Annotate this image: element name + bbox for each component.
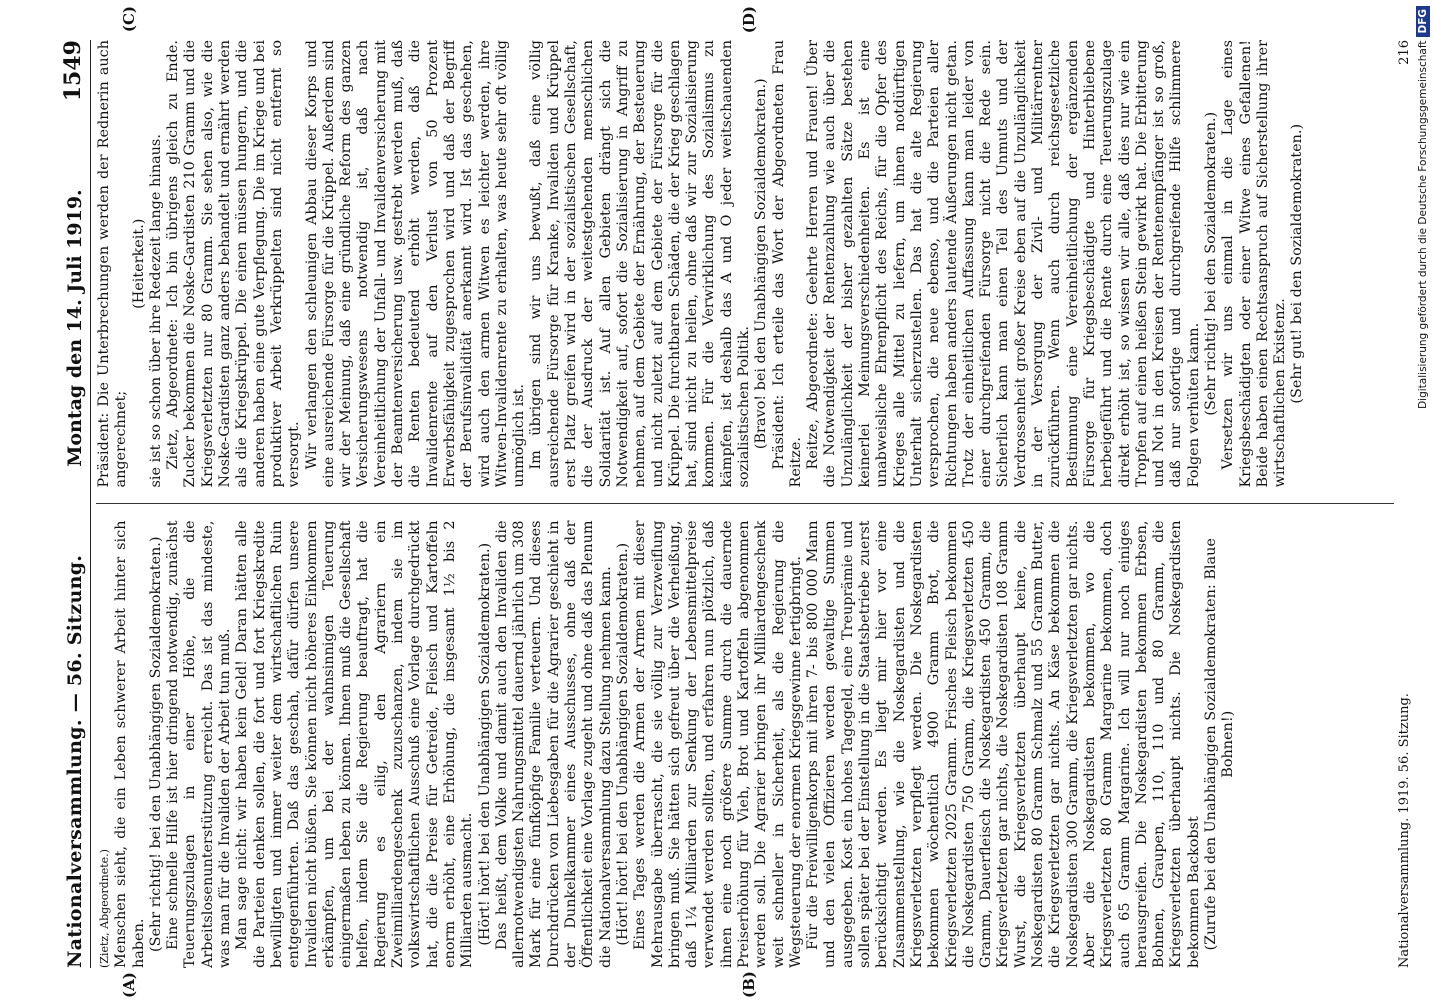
paragraph: Eines Tages werden die Armen der Armen mit dieser Mehrausgabe überrascht, die sie völlig zur Verzweiflung bringen muß. Sie hätten sich gefreut über die Verheißung, daß 1¼ Milliarden zur Senkung der Lebensmittelpreise verwendet werden sollten, und erfahren nun plötzlich, daß ihnen eine noch größere Summe durch die dauernde Preiserhöhung für Vieh, Brot und Kartoffeln abgenommen werden soll. Die Agrarier bringen ihr Milliardengeschenk weit schneller in Sicherheit, als die Regierung die Wegsteuerung der enormen Kriegsgewinne fertigbringt. (632, 520, 804, 968)
paragraph: Wir verlangen den schleunigen Abbau dieser Korps und eine ausreichende Fürsorge für die Krüppel. Außerdem sind wir der Meinung, daß eine gründliche Reform des ganzen Versicherungswesens notwendig ist, daß nach Vereinheitlichung der Unfall- und Invalidenversicherung mit der Beamtenversicherung usw. gestrebt werden muß, daß die Renten bedeutend erhöht werden, daß die Invalidenrente auf den Verlust von 50 Prozent Erwerbsfähigkeit zugesprochen wird und daß der Begriff der Berufsinvalidität anerkannt wird. Ist das geschehen, wird auch den armen Witwen es leichter werden, ihre Witwen-Invalidenrente zu erhalten, was heute sehr oft völlig unmöglich ist. (303, 40, 528, 488)
page-number: 1549 (60, 40, 86, 102)
column-divider (96, 504, 1394, 505)
margin-marker-d: (D) (740, 6, 758, 34)
interjection: (Sehr richtig! bei den Unabhängigen Sozialdemokraten.) (147, 536, 164, 953)
paragraph: Das heißt, dem Volke und damit auch den Invaliden die allernotwendigsten Nahrungsmittel dauernd jährlich um 308 Mark für eine fünfköpfige Familie verteuern. Und dieses Durchdrücken von Liebesgaben für die Agrarier geschieht in der Dunkelkammer eines Ausschusses, ohne daß der Öffentlichkeit eine Vorlage zugeht und ohne daß das Plenum die Nationalversammlung dazu Stellung nehmen kann. (493, 520, 614, 968)
footer-source: Nationalversammlung. 1919. 56. Sitzung. (1397, 693, 1412, 968)
stamp-text: Digitalisierung gefördert durch die Deutsche Forschungsgemeinschaft (1417, 40, 1429, 409)
header-title: Nationalversammlung. — 56. Sitzung. (64, 554, 86, 968)
margin-marker-b: (B) (740, 971, 758, 998)
interjection: (Hört! hört! bei den Unabhängigen Sozialdemokraten.) (476, 542, 493, 946)
interjection: (Hört! hört! bei den Unabhängigen Sozialdemokraten.) (614, 542, 631, 946)
margin-marker-c: (C) (120, 6, 138, 33)
president-remark: Präsident: Die Unterbrechungen werden der Rednerin auch angerechnet; (96, 40, 130, 488)
paragraph: sie ist so schon über ihre Redezeit lange hinaus. (147, 134, 164, 488)
interjection: (Bravo! bei den Unabhängigen Sozialdemokraten.) (753, 78, 770, 450)
interjection: (Zurufe bei den Unabhängigen Sozialdemokraten: Blaue Bohnen!) (1203, 538, 1237, 951)
interjection: (Sehr richtig! bei den Sozialdemokraten.) (1203, 111, 1219, 416)
paragraph: Für die Freiwilligenkorps mit ihren 7- bis 800 000 Mann und den vielen Offizieren werden gewaltige Summen ausgegeben. Kost ein hohes Tagegeld, eine Treuprämie und sollen später bei der Einstellung in die Staatsbetriebe zuerst berücksichtigt werden. Es liegt mir hier vor eine Zusammenstellung, wie die Noskegardisten und die Kriegsverletzten verpflegt werden. Die Noskegardisten bekommen wöchentlich 4900 Gramm Brot, die Kriegsverletzten 2025 Gramm. Frisches Fleisch bekommen die Noskegardisten 750 Gramm, die Kriegsverletzten 450 Gramm, Dauerfleisch die Noskegardisten 450 Gramm, die Kriegsverletzten gar nichts, die Noskegardisten 108 Gramm Wurst, die Kriegsverletzten überhaupt keine, die Noskegardisten 80 Gramm Schmalz und 55 Gramm Butter, die Kriegsverletzten gar nichts. An Käse bekommen die Noskegardisten 300 Gramm, die Kriegsverletzten gar nichts. Aber die Noskegardisten bekommen, wo die Kriegsverletzten 80 Gramm Margarine bekommen, doch auch 65 Gramm Margarine. Ich will nur noch einiges herausgreifen. Die Noskegardisten bekommen Erbsen, Bohnen, Graupen, 110, 110 und 80 Gramm, die Kriegsverletzten überhaupt nichts. Die Noskegardisten bekommen Backobst (805, 520, 1202, 968)
speaker-continuation: (Zietz, Abgeordnete.) (98, 849, 111, 968)
speaker-paragraph: Zietz, Abgeordnete: Ich bin übrigens gleich zu Ende. Zucker bekommen die Noske-Gardisten 210 Gramm und die Kriegsverletzten nur 80 Gramm. Sie sehen also, wie die Noske-Gardisten ganz anders behandelt und ernährt werden als die Kriegskrüppel. Die einen müssen hungern, und die anderen haben eine gute Verpflegung. Die im Kriege und bei produktiver Arbeit Verkrüppelten sind nicht entfernt so versorgt. (165, 40, 303, 488)
dfg-logo: DFG (1416, 6, 1430, 37)
interjection: (Sehr gut! bei den Sozialdemokraten.) (1289, 123, 1306, 404)
page-header (46, 40, 91, 968)
footer-sheet-number: 216 (1397, 40, 1412, 65)
paragraph: Man sage nicht: wir haben kein Geld! Daran hätten alle die Parteien denken sollen, die fort und fort Kriegskredite bewilligten und immer weiter dem wirtschaftlichen Ruin entgegenführten. Daß das geschah, dafür dürfen unsere Invaliden nicht büßen. Sie können nicht höheres Einkommen erkämpfen, um bei der wahnsinnigen Teuerung einigermaßen leben zu können. Ihnen muß die Gesellschaft helfen, indem Sie die Regierung beauftragt, hat die Regierung es eilig, den Agrariern ein Zweimilliardengeschenk zuzuschanzen, indem sie im volkswirtschaftlichen Ausschuß eine Vorlage durchgedrückt hat, die die Preise für Getreide, Fleisch und Kartoffeln enorm erhöht, eine Erhöhung, die insgesamt 1½ bis 2 Milliarden ausmacht. (234, 520, 476, 968)
columns (96, 40, 1394, 968)
speaker-paragraph: Reitze, Abgeordnete: Geehrte Herren und Frauen! Über die Notwendigkeit der Rentenzahlung wie auch über die Unzulänglichkeit der bisher gezahlten Sätze bestehen keinerlei Meinungsverschiedenheiten. Es ist eine unabweisliche Ehrenpflicht des Reichs, für die Opfer des Krieges alle Mittel zu liefern, um ihnen notdürftigen Unterhalt sicherzustellen. Das hat die alte Regierung versprochen, die neue ebenso, und die Parteien aller Richtungen haben anders lautende Äußerungen nicht getan. Trotz der einheitlichen Auffassung kann man leider von einer durchgreifenden Fürsorge nicht die Rede sein. Sicherlich kann man einen Teil des Unmuts und der Verdrossenheit großer Kreise eben auf die Unzulänglichkeit in der Versorgung der Zivil- und Militärrentner zurückführen. Wenn auch durch reichsgesetzliche Bestimmung eine Vereinheitlichung der ergänzenden Fürsorge für Kriegsbeschädigte und Hinterbliebene herbeigeführt und die Rente durch eine Teuerungszulage direkt erhöht ist, so wissen wir alle, daß dies nur wie ein Tropfen auf einen heißen Stein gewirkt hat. Die Erbitterung und Not in den Kreisen der Rentenempfänger ist so groß, daß nur sofortige und durchgreifende Hilfe schlimmere Folgen verhüten kann. (805, 40, 1202, 488)
paragraph: Menschen sieht, die ein Leben schwerer Arbeit hinter sich haben. (113, 520, 147, 968)
column-left (96, 521, 1394, 969)
paragraph: Eine schnelle Hilfe ist hier dringend notwendig, zunächst Teuerungszulagen in einer Höhe, die die Arbeitslosenunterstützung erreicht. Das ist das mindeste, was man für die Invaliden der Arbeit tun muß. (165, 520, 234, 968)
digitization-stamp (1416, 6, 1430, 990)
header-date: Montag den 14. Juli 1919. (64, 189, 86, 467)
paragraph: Im übrigen sind wir uns bewußt, daß eine völlig ausreichende Fürsorge für Kranke, Invaliden und Krüppel erst Platz greifen wird in der sozialistischen Gesellschaft, die der Ausdruck der weitestgehenden menschlichen Solidarität ist. Auf allen Gebieten drängt sich die Notwendigkeit auf, sofort die Sozialisierung in Angriff zu nehmen, auf dem Gebiete der Ernährung, der Besteuerung und nicht zuletzt auf dem Gebiete der Fürsorge für die Krüppel. Die furchtbaren Schäden, die der Krieg geschlagen hat, sind nicht zu heilen, ohne daß wir zur Sozialisierung kommen. Für die Verwirklichung des Sozialismus zu kämpfen, ist deshalb das A und O jeder weitschauenden sozialistischen Politik. (528, 40, 752, 488)
paragraph: Versetzen wir uns einmal in die Lage eines Kriegsbeschädigten oder einer Witwe eines Gefallenen! Beide haben einen Rechtsanspruch auf Sicherstellung ihrer wirtschaftlichen Existenz. (1220, 40, 1289, 488)
president-remark: Präsident: Ich erteile das Wort der Abgeordneten Frau Reitze. (770, 40, 804, 488)
column-right (96, 40, 1394, 488)
margin-marker-a: (A) (120, 972, 138, 998)
interjection: (Heiterkeit.) (130, 218, 147, 309)
